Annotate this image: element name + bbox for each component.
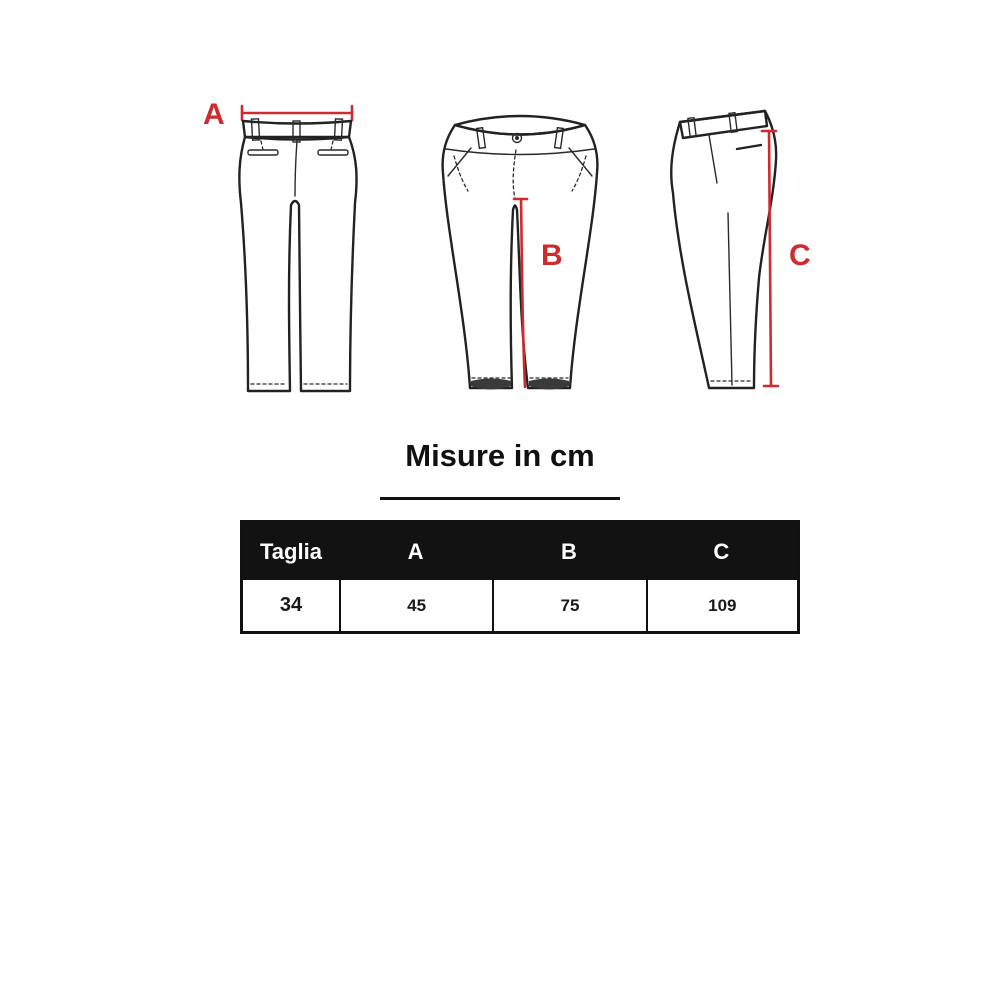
pants-front-body	[443, 125, 598, 388]
measure-label-c: C	[789, 239, 811, 272]
side-crease-line	[728, 213, 732, 385]
pants-back-view-illustration	[198, 93, 373, 408]
title-underline	[380, 497, 620, 500]
value-c: 109	[646, 580, 797, 631]
side-welt-pocket	[737, 145, 761, 149]
value-taglia: 34	[279, 594, 303, 616]
value-a: 45	[339, 580, 492, 631]
pants-side-view-illustration	[653, 98, 828, 403]
header-c: C	[713, 538, 730, 564]
side-front-seam	[709, 135, 717, 183]
pants-side-body	[671, 111, 776, 388]
center-back-seam	[295, 141, 297, 196]
pants-back-body	[239, 137, 356, 391]
size-table-header-row	[243, 523, 797, 580]
fly-stitching	[513, 150, 516, 198]
front-waistband-inner	[455, 116, 585, 135]
pants-front-view-illustration	[433, 98, 608, 403]
back-welt-pockets	[248, 150, 348, 155]
measure-label-a: A	[203, 98, 225, 131]
value-b: 75	[492, 580, 645, 631]
side-waistband	[680, 111, 767, 138]
header-a: A	[407, 538, 424, 564]
front-hem-shadows	[471, 378, 569, 390]
front-belt-loops	[477, 128, 564, 149]
page-title: Misure in cm	[405, 438, 595, 473]
size-table-data-row	[243, 580, 797, 631]
size-table	[240, 520, 800, 634]
header-b: B	[561, 538, 577, 564]
waist-measure-arrow	[242, 106, 352, 120]
header-taglia: Taglia	[260, 538, 322, 564]
measure-label-b: B	[541, 239, 563, 272]
